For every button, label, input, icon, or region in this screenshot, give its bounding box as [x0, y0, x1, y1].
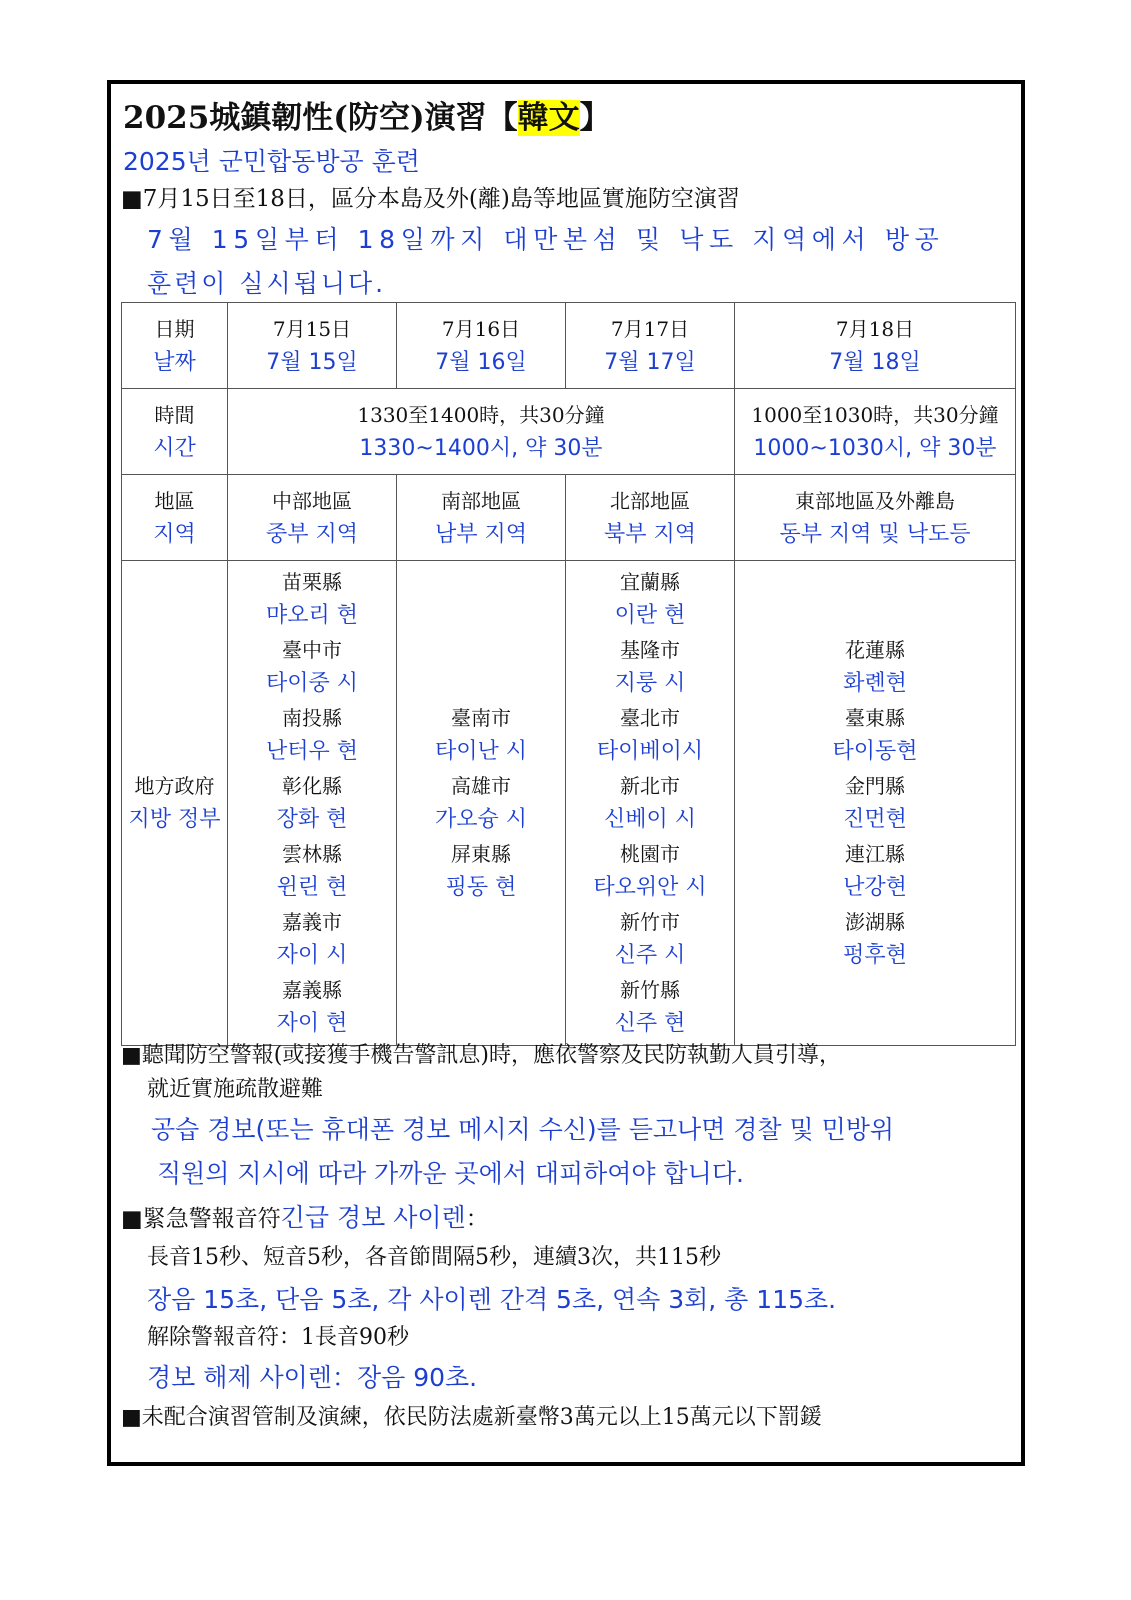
county-zh: 嘉義市 — [282, 910, 342, 934]
county-ko: 먀오리 현 — [265, 603, 358, 628]
county-zh: 南投縣 — [282, 706, 342, 730]
release-zh: 解除警報音符：1長音90秒 — [147, 1325, 409, 1350]
notice-frame — [107, 80, 1025, 1466]
county-ko: 윈린 현 — [276, 875, 348, 900]
region-cell: 南部地區 남부 지역 — [397, 475, 566, 561]
county-zh: 桃園市 — [620, 842, 680, 866]
county-ko: 자이 시 — [276, 943, 348, 968]
county-ko: 펑후현 — [843, 943, 907, 968]
county-zh: 新竹縣 — [620, 978, 680, 1002]
county-zh: 金門縣 — [845, 774, 905, 798]
county-zh: 臺南市 — [451, 706, 511, 730]
county-zh: 連江縣 — [845, 842, 905, 866]
intro-zh: ■7月15日至18日，區分本島及外(離)島等地區實施防空演習 — [121, 186, 740, 212]
siren-desc-zh: 長音15秒、短音5秒，各音節間隔5秒，連續3次，共115秒 — [147, 1245, 721, 1270]
county-ko: 타이중 시 — [265, 671, 358, 696]
government-label-cell: 地方政府 지방 정부 — [122, 561, 228, 1046]
county-ko: 난터우 현 — [265, 739, 358, 764]
language-highlight: 韓文 — [517, 100, 580, 136]
government-list-east — [735, 561, 1016, 1046]
county-ko: 타이동현 — [832, 739, 918, 764]
time-label-cell: 時間 시간 — [122, 389, 228, 475]
evacuation-zh-line1: ■聽聞防空警報(或接獲手機告警訊息)時，應依警察及民防執勤人員引導， — [121, 1043, 841, 1068]
county-zh: 臺北市 — [620, 706, 680, 730]
government-list-central — [228, 561, 397, 1046]
county-ko: 진먼현 — [843, 807, 907, 832]
county-ko: 타이난 시 — [434, 739, 527, 764]
county-zh: 高雄市 — [451, 774, 511, 798]
county-ko: 자이 현 — [276, 1011, 348, 1036]
county-ko: 가오슝 시 — [434, 807, 527, 832]
intro-ko-line2: 훈련이 실시됩니다. — [147, 269, 387, 298]
region-row — [122, 475, 1016, 561]
government-list-south — [397, 561, 566, 1046]
county-ko: 화롄현 — [843, 671, 907, 696]
government-row — [122, 561, 1016, 1046]
county-zh: 澎湖縣 — [845, 910, 905, 934]
county-ko: 타이베이시 — [596, 739, 704, 764]
siren-desc-ko: 장음 15초, 단음 5초, 각 사이렌 간격 5초, 연속 3회, 총 115초. — [147, 1285, 837, 1314]
county-ko: 핑동 현 — [445, 875, 517, 900]
county-zh: 苗栗縣 — [282, 570, 342, 594]
county-zh: 花蓮縣 — [845, 638, 905, 662]
county-ko: 신베이 시 — [603, 807, 696, 832]
time-row — [122, 389, 1016, 475]
county-ko: 난강현 — [843, 875, 907, 900]
release-ko: 경보 해제 사이렌：장음 90초. — [147, 1363, 478, 1392]
county-ko: 신주 현 — [614, 1011, 686, 1036]
page-subtitle: 2025년 군민합동방공 훈련 — [123, 147, 420, 176]
county-ko: 신주 시 — [614, 943, 686, 968]
county-zh: 彰化縣 — [282, 774, 342, 798]
county-zh: 嘉義縣 — [282, 978, 342, 1002]
county-zh: 臺中市 — [282, 638, 342, 662]
time-cell-main: 1330至1400時，共30分鐘 1330~1400시, 약 30분 — [228, 389, 735, 475]
intro-ko-line1: 7월 15일부터 18일까지 대만본섬 및 낙도 지역에서 방공 — [147, 225, 945, 254]
region-label-cell: 地區 지역 — [122, 475, 228, 561]
region-cell: 北部地區 북부 지역 — [566, 475, 735, 561]
county-zh: 雲林縣 — [282, 842, 342, 866]
county-zh: 新竹市 — [620, 910, 680, 934]
penalty-zh: ■未配合演習管制及演練，依民防法處新臺幣3萬元以上15萬元以下罰鍰 — [121, 1405, 822, 1430]
date-cell: 7月17日 7월 17일 — [566, 303, 735, 389]
evacuation-zh-line2: 就近實施疏散避難 — [147, 1077, 324, 1102]
date-row — [122, 303, 1016, 389]
county-ko: 이란 현 — [614, 603, 686, 628]
date-cell: 7月16日 7월 16일 — [397, 303, 566, 389]
county-ko: 타오위안 시 — [593, 875, 707, 900]
county-zh: 屏東縣 — [451, 842, 511, 866]
evacuation-ko-line2: 직원의 지시에 따라 가까운 곳에서 대피하여야 합니다. — [157, 1159, 744, 1188]
region-cell: 中部地區 중부 지역 — [228, 475, 397, 561]
siren-heading: ■緊急警報音符긴급 경보 사이렌： — [121, 1203, 489, 1232]
date-cell: 7月15日 7월 15일 — [228, 303, 397, 389]
date-cell: 7月18日 7월 18일 — [735, 303, 1016, 389]
schedule-table — [121, 302, 1016, 1046]
county-zh: 新北市 — [620, 774, 680, 798]
county-zh: 宜蘭縣 — [620, 570, 680, 594]
county-ko: 지룽 시 — [614, 671, 686, 696]
date-label-cell: 日期 날짜 — [122, 303, 228, 389]
government-list-north — [566, 561, 735, 1046]
evacuation-ko-line1: 공습 경보(또는 휴대폰 경보 메시지 수신)를 듣고나면 경찰 및 민방위 — [151, 1115, 895, 1144]
region-cell: 東部地區及外離島 동부 지역 및 낙도등 — [735, 475, 1016, 561]
page-title: 2025城鎮韌性(防空)演習【韓文】 — [123, 100, 611, 136]
county-zh: 基隆市 — [620, 638, 680, 662]
time-cell-east: 1000至1030時，共30分鐘 1000~1030시, 약 30분 — [735, 389, 1016, 475]
county-ko: 장화 현 — [276, 807, 348, 832]
county-zh: 臺東縣 — [845, 706, 905, 730]
